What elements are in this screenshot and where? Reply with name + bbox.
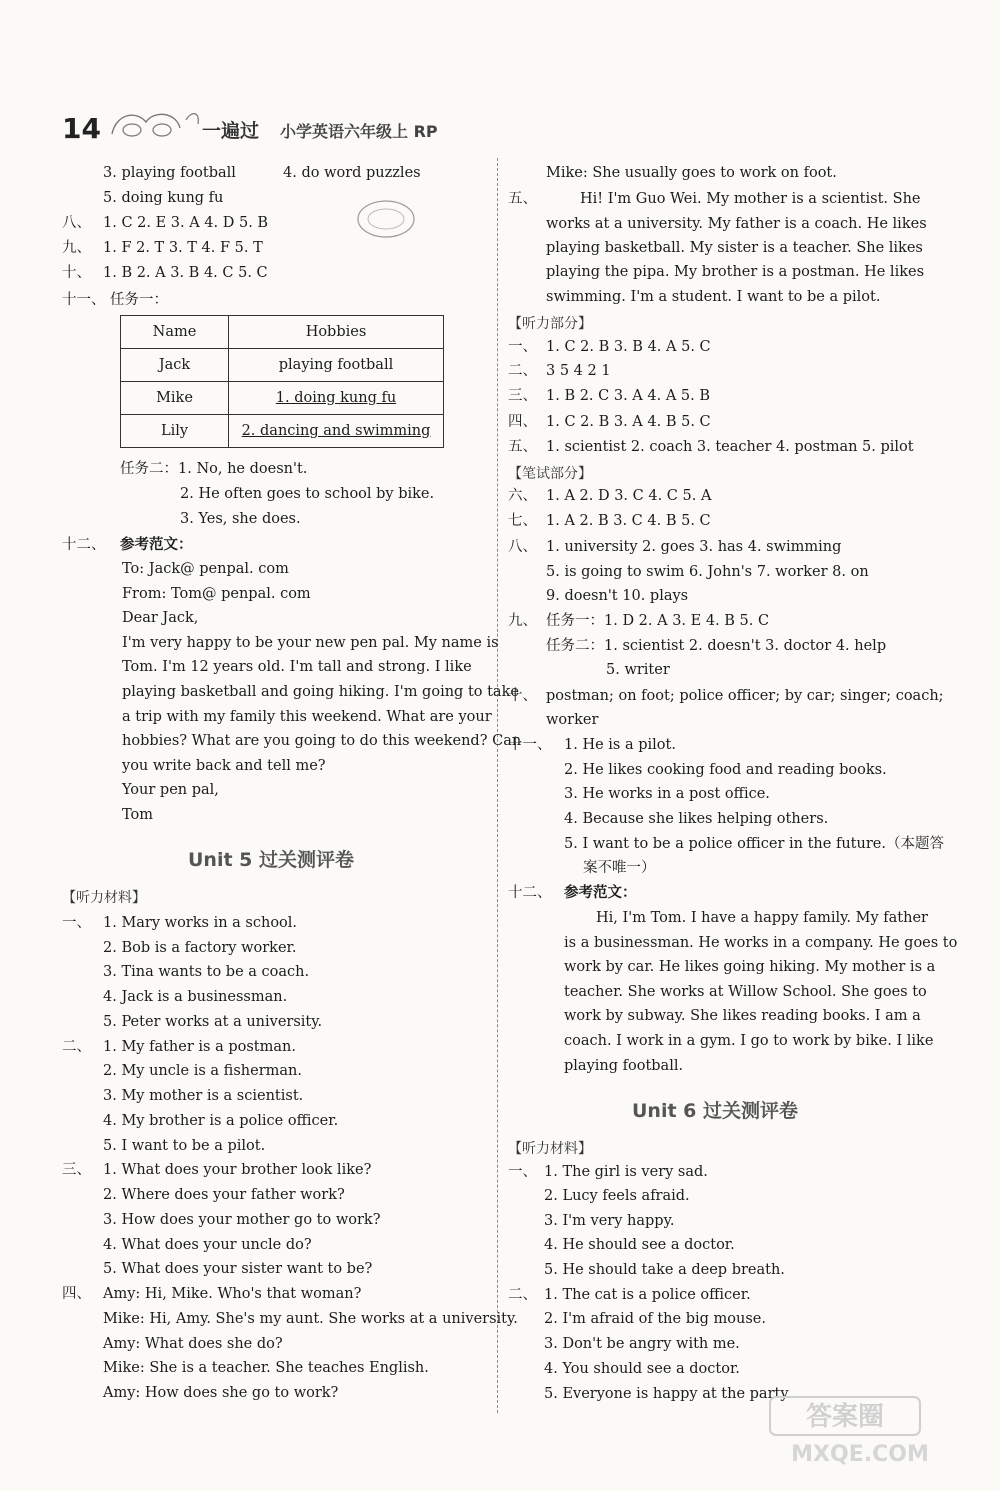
question-label: 六、: [508, 488, 537, 504]
list-item: 5. What does your sister want to be?: [103, 1261, 373, 1277]
list-item: 1. My father is a postman.: [103, 1039, 296, 1055]
list-item: 5. He should take a deep breath.: [544, 1262, 785, 1278]
passage-line: is a businessman. He works in a company. He goes to: [564, 935, 958, 951]
answer-line: 3. playing football: [103, 165, 236, 181]
answer-line: worker: [546, 712, 599, 728]
hobbies-table: [120, 315, 444, 448]
letter-line: playing basketball and going hiking. I'm going to take: [122, 684, 519, 700]
answer-line: 2. He likes cooking food and reading books.: [564, 762, 887, 778]
question-label: 八、: [62, 215, 91, 231]
answer-line: 3 5 4 2 1: [546, 363, 611, 379]
answer-line: 1. C 2. B 3. B 4. A 5. C: [546, 339, 711, 355]
passage-line: playing the pipa. My brother is a postman. He likes: [546, 264, 925, 280]
answer-line: 1. B 2. C 3. A 4. A 5. B: [546, 388, 711, 404]
question-label: 四、: [62, 1286, 91, 1302]
table-row: [121, 349, 444, 382]
answer-line: 1. He is a pilot.: [564, 737, 676, 753]
section-header: 【听力材料】: [62, 890, 146, 906]
list-item: 4. He should see a doctor.: [544, 1237, 735, 1253]
answer-line: 1. F 2. T 3. T 4. F 5. T: [103, 240, 263, 256]
list-item: 2. Lucy feels afraid.: [544, 1188, 690, 1204]
answer-line: 任务一：1. D 2. A 3. E 4. B 5. C: [546, 613, 770, 629]
table-row: [121, 382, 444, 415]
page-header: [62, 112, 482, 152]
question-label: 一、: [508, 1164, 537, 1180]
list-item: 2. Where does your father work?: [103, 1187, 345, 1203]
watermark-site: MXQE.COM: [791, 1442, 929, 1467]
question-label: 十、: [508, 688, 537, 704]
answer-line: 2. He often goes to school by bike.: [180, 486, 435, 502]
watermark-logo-icon: [750, 1389, 970, 1469]
passage-line: works at a university. My father is a coach. He likes: [546, 216, 927, 232]
list-item: 5. Peter works at a university.: [103, 1014, 323, 1030]
table-cell: Mike: [121, 382, 229, 415]
letter-line: hobbies? What are you going to do this weekend? Can: [122, 733, 522, 749]
question-label: 二、: [508, 363, 537, 379]
list-item: 3. Tina wants to be a coach.: [103, 964, 310, 980]
answer-line: 4. Because she likes helping others.: [564, 811, 829, 827]
question-label: 九、: [62, 240, 91, 256]
table-header-cell: Name: [121, 316, 229, 349]
answer-line: 1. university 2. goes 3. has 4. swimming: [546, 539, 842, 555]
answer-line: postman; on foot; police officer; by car; singer; coach;: [546, 688, 944, 704]
list-item: 1. The girl is very sad.: [544, 1164, 708, 1180]
answer-line: 3. Yes, she does.: [180, 511, 301, 527]
question-label: 八、: [508, 539, 537, 555]
section-header: 【听力部分】: [508, 316, 592, 332]
letter-line: Tom. I'm 12 years old. I'm tall and strong. I like: [122, 659, 472, 675]
answer-line: 1. A 2. B 3. C 4. B 5. C: [546, 513, 711, 529]
dialogue-line: Amy: How does she go to work?: [103, 1385, 339, 1401]
letter-line: From: Tom@ penpal. com: [122, 586, 311, 602]
passage-line: playing basketball. My sister is a teacher. She likes: [546, 240, 923, 256]
dialogue-line: Mike: She usually goes to work on foot.: [546, 165, 837, 181]
list-item: 4. Jack is a businessman.: [103, 989, 288, 1005]
table-cell: Jack: [121, 349, 229, 382]
answer-line: 任务二：1. No, he doesn't.: [120, 461, 308, 477]
passage-line: Hi! I'm Guo Wei. My mother is a scientist. She: [580, 191, 921, 207]
list-item: 3. How does your mother go to work?: [103, 1212, 381, 1228]
task-label: 任务一：: [110, 292, 168, 308]
unit-title: Unit 6 过关测评卷: [632, 1100, 798, 1122]
letter-line: To: Jack@ penpal. com: [122, 561, 289, 577]
letter-line: you write back and tell me?: [122, 758, 326, 774]
dialogue-line: Amy: What does she do?: [103, 1336, 283, 1352]
letter-line: a trip with my family this weekend. What are your: [122, 709, 492, 725]
letter-line: Your pen pal,: [122, 782, 219, 798]
section-subtitle: 参考范文：: [564, 885, 637, 901]
answer-line: 1. C 2. B 3. A 4. B 5. C: [546, 414, 711, 430]
question-label: 十、: [62, 265, 91, 281]
table-cell: Lily: [121, 415, 229, 448]
table-header-cell: Hobbies: [229, 316, 444, 349]
page-number: 14: [62, 112, 101, 145]
list-item: 4. My brother is a police officer.: [103, 1113, 339, 1129]
question-label: 一、: [508, 339, 537, 355]
list-item: 3. My mother is a scientist.: [103, 1088, 304, 1104]
question-label: 四、: [508, 414, 537, 430]
brand-logo: 一遍过: [202, 120, 260, 142]
passage-line: teacher. She works at Willow School. She goes to: [564, 984, 927, 1000]
section-subtitle: 参考范文：: [120, 537, 193, 553]
watermark-brand: 答案圈: [805, 1402, 885, 1432]
list-item: 5. I want to be a pilot.: [103, 1138, 266, 1154]
book-title: 小学英语六年级上 RP: [280, 122, 438, 141]
answer-line: 1. scientist 2. coach 3. teacher 4. postman 5. pilot: [546, 439, 914, 455]
dialogue-line: Mike: Hi, Amy. She's my aunt. She works at a university.: [103, 1311, 518, 1327]
list-item: 1. What does your brother look like?: [103, 1162, 372, 1178]
table-cell: 2. dancing and swimming: [229, 415, 444, 448]
answer-line: 5. I want to be a police officer in the future.（本题答: [564, 836, 944, 852]
answer-line: 5. doing kung fu: [103, 190, 224, 206]
table-cell: 1. doing kung fu: [229, 382, 444, 415]
answer-line: 1. A 2. D 3. C 4. C 5. A: [546, 488, 712, 504]
answer-line: 案不唯一）: [583, 860, 656, 876]
question-label: 十一、: [62, 292, 106, 308]
column-divider: [497, 158, 498, 1413]
list-item: 3. Don't be angry with me.: [544, 1336, 740, 1352]
list-item: 2. Bob is a factory worker.: [103, 940, 297, 956]
answer-line: 任务二：1. scientist 2. doesn't 3. doctor 4. help: [546, 638, 887, 654]
list-item: 4. What does your uncle do?: [103, 1237, 312, 1253]
passage-line: work by subway. She likes reading books. I am a: [564, 1008, 921, 1024]
section-header: 【笔试部分】: [508, 466, 592, 482]
answer-line: 9. doesn't 10. plays: [546, 588, 689, 604]
passage-line: playing football.: [564, 1058, 684, 1074]
list-item: 2. My uncle is a fisherman.: [103, 1063, 302, 1079]
passage-line: work by car. He likes going hiking. My mother is a: [564, 959, 936, 975]
dialogue-line: Amy: Hi, Mike. Who's that woman?: [103, 1286, 362, 1302]
question-label: 九、: [508, 613, 537, 629]
question-label: 一、: [62, 915, 91, 931]
answer-line: 4. do word puzzles: [283, 165, 421, 181]
table-header-row: [121, 316, 444, 349]
list-item: 5. Everyone is happy at the party.: [544, 1386, 792, 1402]
answer-line: 5. writer: [606, 662, 670, 678]
passage-line: swimming. I'm a student. I want to be a pilot.: [546, 289, 881, 305]
question-label: 七、: [508, 513, 537, 529]
question-label: 二、: [508, 1287, 537, 1303]
question-label: 十二、: [508, 885, 552, 901]
section-header: 【听力材料】: [508, 1141, 592, 1157]
question-label: 三、: [508, 388, 537, 404]
stamp-icon: [354, 196, 418, 242]
answer-line: 1. C 2. E 3. A 4. D 5. B: [103, 215, 269, 231]
question-label: 五、: [508, 439, 537, 455]
question-label: 十一、: [508, 737, 552, 753]
answer-line: 5. is going to swim 6. John's 7. worker 8. on: [546, 564, 869, 580]
table-row: [121, 415, 444, 448]
list-item: 4. You should see a doctor.: [544, 1361, 740, 1377]
question-label: 十二、: [62, 537, 106, 553]
list-item: 3. I'm very happy.: [544, 1213, 675, 1229]
dialogue-line: Mike: She is a teacher. She teaches English.: [103, 1360, 429, 1376]
list-item: 1. The cat is a police officer.: [544, 1287, 751, 1303]
unit-title: Unit 5 过关测评卷: [188, 849, 354, 871]
passage-line: coach. I work in a gym. I go to work by bike. I like: [564, 1033, 934, 1049]
question-label: 五、: [508, 191, 537, 207]
answer-line: 1. B 2. A 3. B 4. C 5. C: [103, 265, 268, 281]
question-label: 二、: [62, 1039, 91, 1055]
letter-line: I'm very happy to be your new pen pal. My name is: [122, 635, 499, 651]
list-item: 2. I'm afraid of the big mouse.: [544, 1311, 766, 1327]
answer-line: 3. He works in a post office.: [564, 786, 770, 802]
letter-line: Dear Jack,: [122, 610, 199, 626]
letter-line: Tom: [122, 807, 154, 823]
question-label: 三、: [62, 1162, 91, 1178]
table-cell: playing football: [229, 349, 444, 382]
list-item: 1. Mary works in a school.: [103, 915, 298, 931]
passage-line: Hi, I'm Tom. I have a happy family. My father: [596, 910, 928, 926]
